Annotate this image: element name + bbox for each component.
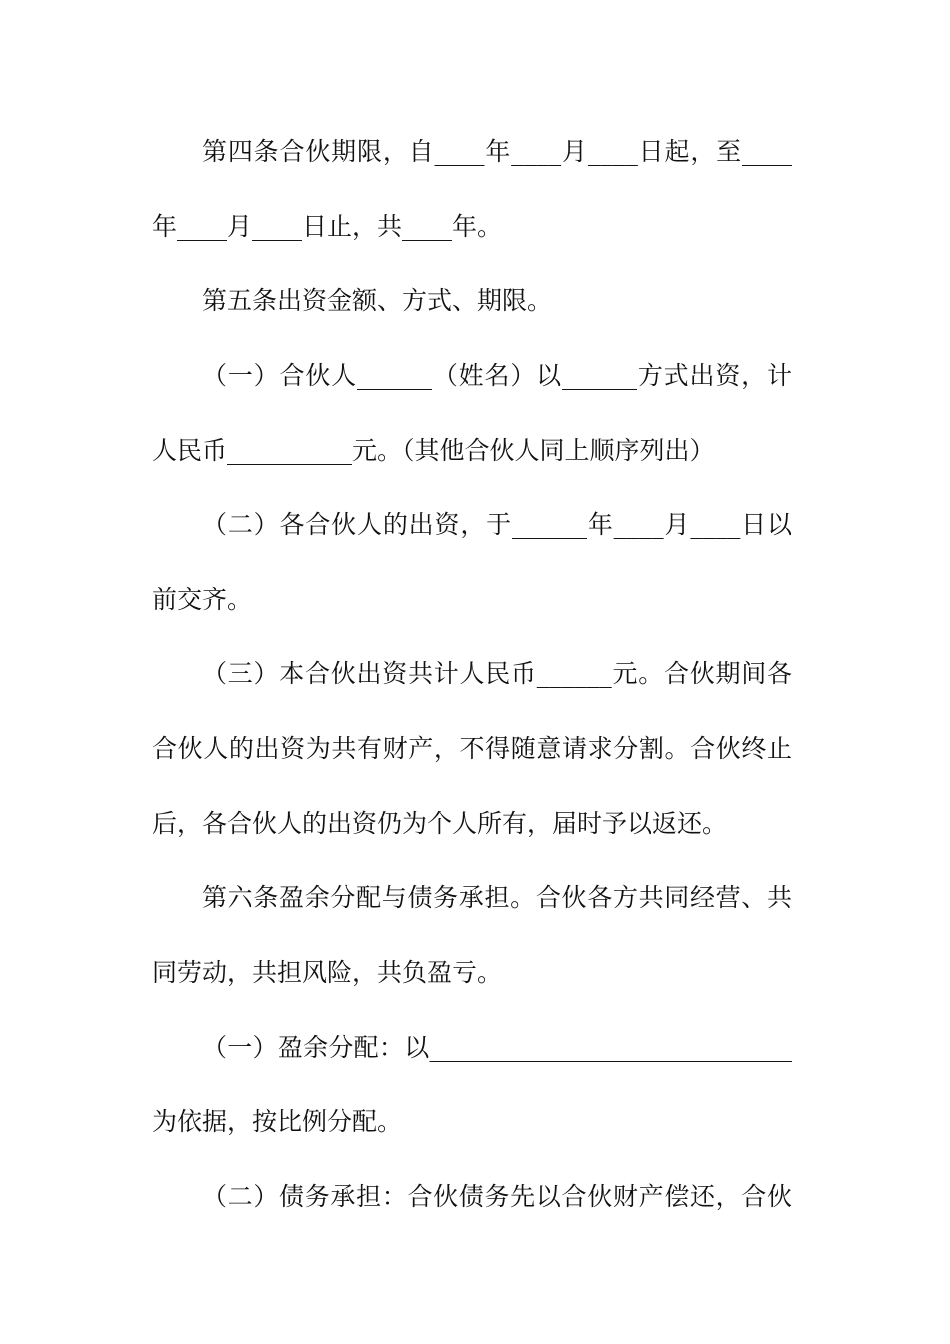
clause-6-line-1: 第六条盈余分配与债务承担。合伙各方共同经营、共 <box>202 883 792 912</box>
clause-5-item-3-line-1: （三）本合伙出资共计人民币______元。合伙期间各 <box>202 659 792 688</box>
clause-5-item-2-line-1: （二）各合伙人的出资，于______年____月____日以 <box>202 510 792 539</box>
clause-4-line-2: 年____月____日止，共____年。 <box>152 212 503 241</box>
clause-4-line-1: 第四条合伙期限，自____年____月____日起，至____ <box>202 137 792 166</box>
clause-5-item-2-line-2: 前交齐。 <box>152 585 253 614</box>
clause-5-item-1-line-2: 人民币__________元。（其他合伙人同上顺序列出） <box>152 436 715 465</box>
clause-5-item-1-line-1: （一）合伙人______（姓名）以______方式出资，计 <box>202 361 792 390</box>
clause-5-heading: 第五条出资金额、方式、期限。 <box>202 286 553 315</box>
clause-6-line-2: 同劳动，共担风险，共负盈亏。 <box>152 958 503 987</box>
clause-6-item-1-line-1: （一）盈余分配：以_____________________________ <box>202 1033 792 1062</box>
clause-6-item-2-line-1: （二）债务承担：合伙债务先以合伙财产偿还，合伙 <box>202 1182 792 1211</box>
clause-5-item-3-line-2: 合伙人的出资为共有财产，不得随意请求分割。合伙终止 <box>152 734 792 763</box>
clause-5-item-3-line-3: 后，各合伙人的出资仍为个人所有，届时予以返还。 <box>152 809 728 838</box>
clause-6-item-1-line-2: 为依据，按比例分配。 <box>152 1107 403 1136</box>
